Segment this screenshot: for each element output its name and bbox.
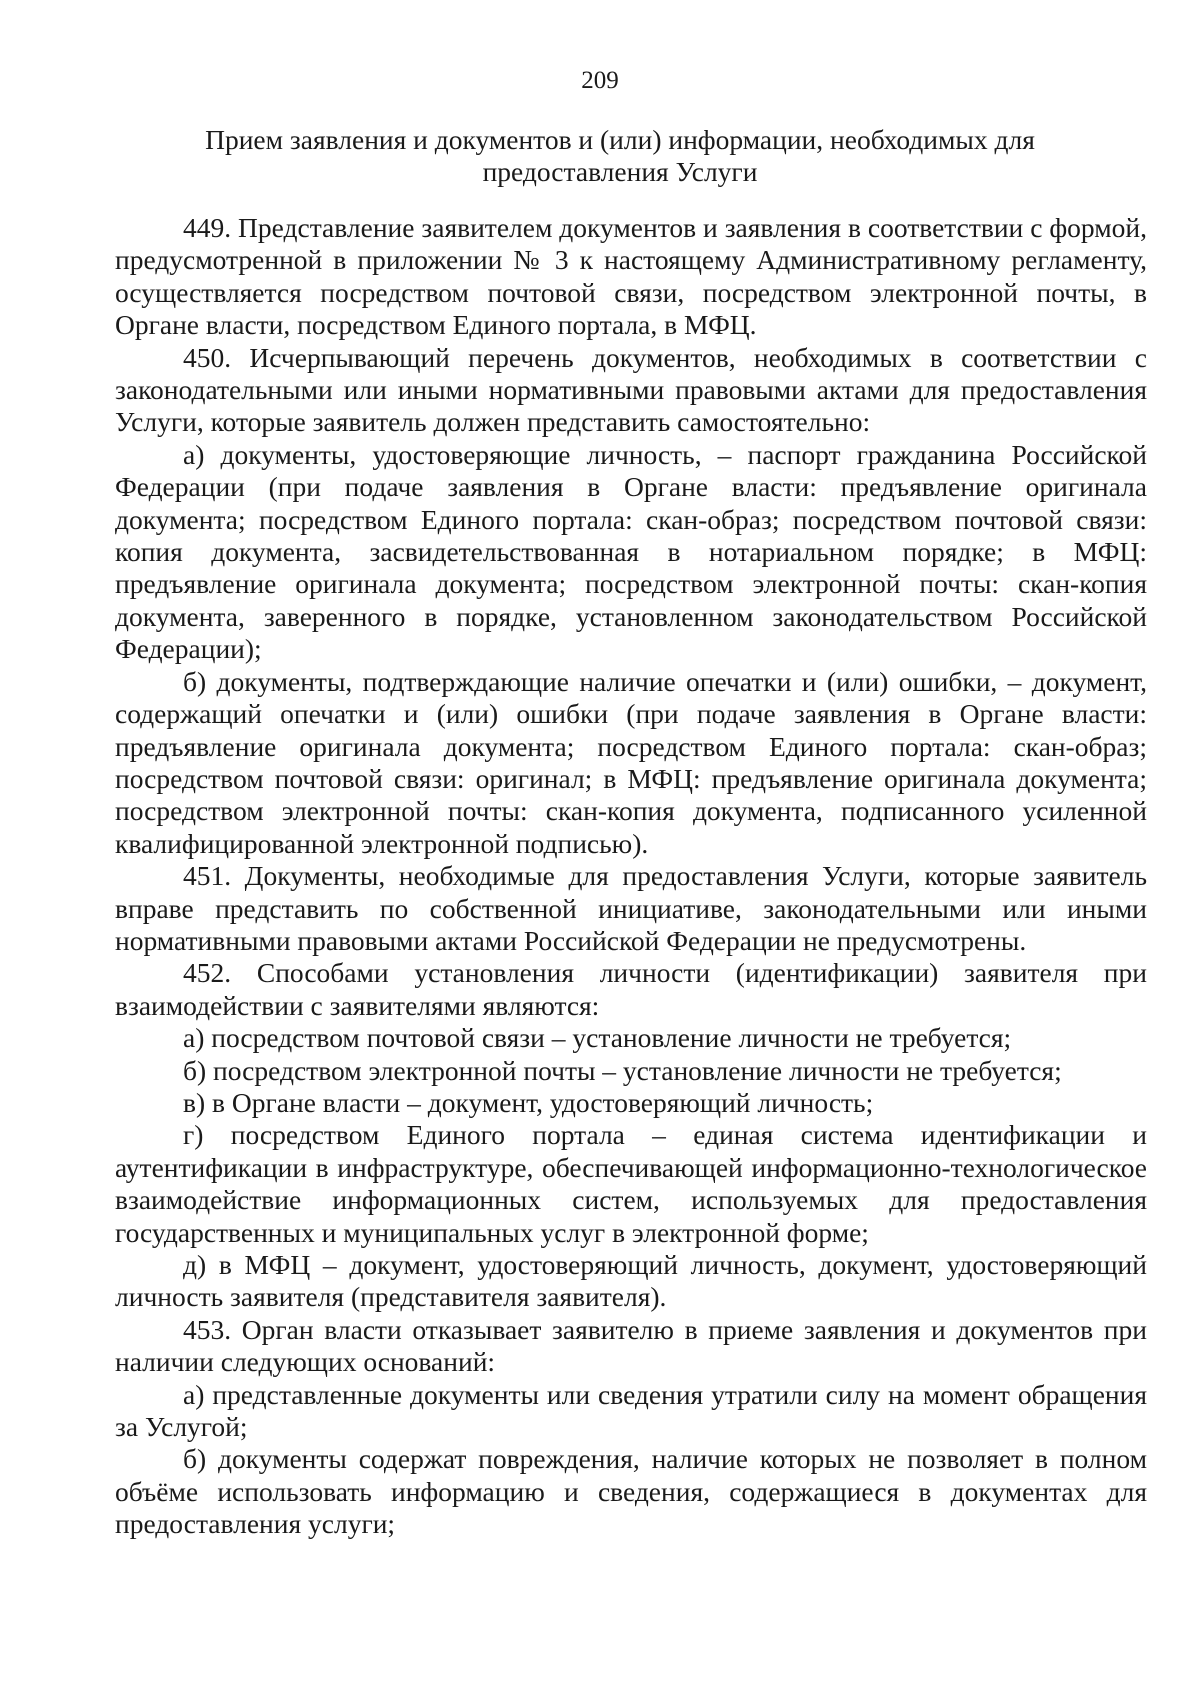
paragraph-449: 449. Представление заявителем документов и заявления в соответствии с формой, предусмотренной в приложении № 3 к настоящему Административному регламенту, осуществляется посредством почтовой связи, посредством электронной почты, в Органе власти, посредством Единого портала, в МФЦ. [115, 212, 1147, 341]
paragraph-452-a: а) посредством почтовой связи – установление личности не требуется; [183, 1022, 1012, 1054]
paragraph-450: 450. Исчерпывающий перечень документов, необходимых в соответствии с законодательными или иными нормативными правовыми актами для предоставления Услуги, которые заявитель должен представить самостоятельно: [115, 341, 1147, 438]
paragraph-450-a: а) документы, удостоверяющие личность, – паспорт гражданина Российской Федерации (при подаче заявления в Органе власти: предъявление оригинала документа; посредством Единого портала: скан-образ; посредством почтовой связи: копия документа, засвидетельствованная в нотариальном порядке; в МФЦ: предъявление оригинала документа; посредством электронной почты: скан-копия документа, заверенного в порядке, установленном законодательством Российской Федерации); [115, 438, 1147, 665]
section-heading: Прием заявления и документов и (или) информации, необходимых для предоставления Услуги [205, 124, 1035, 187]
document-body [115, 212, 1147, 1541]
paragraph-452: 452. Способами установления личности (идентификации) заявителя при взаимодействии с заявителями являются: [115, 957, 1147, 1021]
paragraph-452-d: д) в МФЦ – документ, удостоверяющий личность, документ, удостоверяющий личность заявителя (представителя заявителя). [115, 1249, 1147, 1313]
paragraph-453: 453. Орган власти отказывает заявителю в приеме заявления и документов при наличии следующих оснований: [115, 1313, 1147, 1378]
paragraph-450-b: б) документы, подтверждающие наличие опечатки и (или) ошибки, – документ, содержащий опечатки и (или) ошибки (при подаче заявления в Органе власти: предъявление оригинала документа; посредством Единого портала: скан-образ; посредством почтовой связи: оригинал; в МФЦ: предъявление оригинала документа; посредством электронной почты: скан-копия документа, подписанного усиленной квалифицированной электронной подписью). [115, 665, 1147, 859]
page-number: 209 [581, 67, 619, 94]
paragraph-451: 451. Документы, необходимые для предоставления Услуги, которые заявитель вправе представить по собственной инициативе, законодательными или иными нормативными правовыми актами Российской Федерации не предусмотрены. [115, 860, 1147, 956]
paragraph-453-a: а) представленные документы или сведения утратили силу на момент обращения за Услугой; [115, 1378, 1147, 1443]
paragraph-453-b: б) документы содержат повреждения, наличие которых не позволяет в полном объёме использовать информацию и сведения, содержащиеся в документах для предоставления услуги; [115, 1443, 1147, 1540]
paragraph-452-b: б) посредством электронной почты – установление личности не требуется; [183, 1054, 1062, 1086]
paragraph-452-g: г) посредством Единого портала – единая система идентификации и аутентификации в инфраструктуре, обеспечивающей информационно-технологическое взаимодействие информационных систем, используемых для предоставления государственных и муниципальных услуг в электронной форме; [115, 1119, 1147, 1248]
paragraph-452-v: в) в Органе власти – документ, удостоверяющий личность; [183, 1086, 874, 1118]
